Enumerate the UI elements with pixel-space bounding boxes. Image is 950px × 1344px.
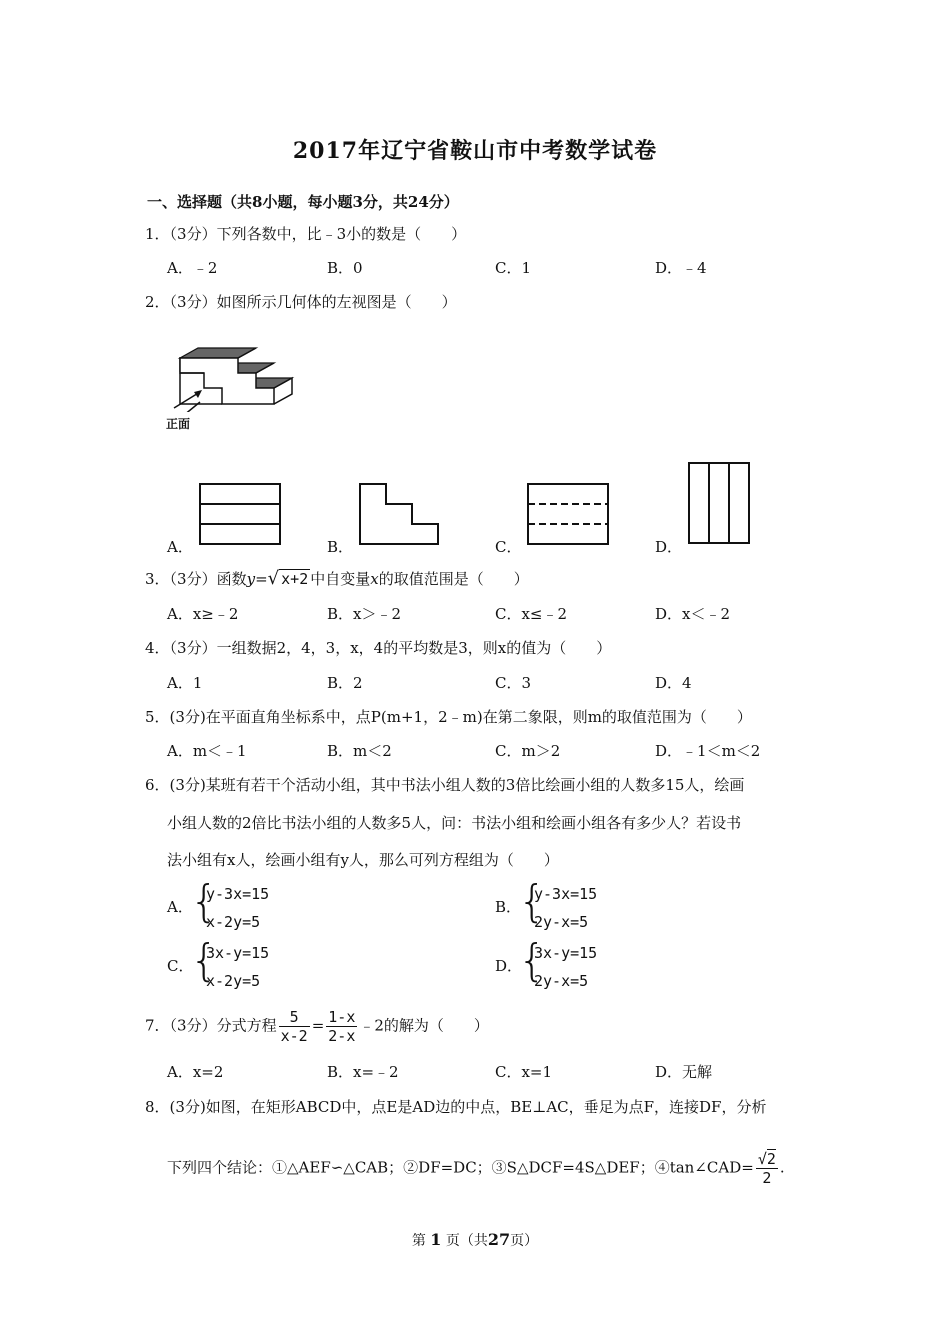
q6-d-eq2: 2y-x=5 bbox=[534, 972, 589, 990]
q8-line2-end: . bbox=[779, 1158, 785, 1177]
q6-option-b-label: B． bbox=[495, 898, 522, 916]
q6-option-a-system bbox=[206, 880, 269, 936]
q7-fraction-1 bbox=[279, 1008, 310, 1045]
q1-stem: 1．（3分）下列各数中，比﹣3小的数是（ ） bbox=[145, 225, 467, 243]
q1-option-d: D．﹣4 bbox=[655, 259, 707, 277]
q8-line2 bbox=[167, 1150, 785, 1187]
option-a-figure bbox=[198, 482, 282, 546]
brace-icon: { bbox=[518, 935, 546, 986]
q8-line1: 8．(3分)如图，在矩形ABCD中，点E是AD边的中点，BE⊥AC，垂足为点F，连接DF，分析 bbox=[145, 1098, 767, 1116]
q3-eq: = bbox=[255, 570, 268, 588]
q7-option-a: A．x=2 bbox=[167, 1063, 224, 1081]
q4-option-d: D．4 bbox=[655, 674, 692, 692]
q5-option-d: D．﹣1＜m＜2 bbox=[655, 742, 761, 760]
q7-option-b: B．x=﹣2 bbox=[327, 1063, 399, 1081]
q6-line2: 小组人数的2倍比书法小组的人数多5人，问：书法小组和绘画小组各有多少人？若设书 bbox=[167, 814, 742, 832]
option-d-figure bbox=[687, 461, 751, 545]
q1-option-a: A．﹣2 bbox=[167, 259, 218, 277]
q5-stem: 5．(3分)在平面直角坐标系中，点P(m+1，2﹣m)在第二象限，则m的取值范围为（ ） bbox=[145, 708, 752, 726]
q5-option-b: B．m＜2 bbox=[327, 742, 392, 760]
footer-post: 页） bbox=[510, 1233, 539, 1249]
q6-option-a-label: A． bbox=[167, 898, 193, 916]
q2-option-a: A． bbox=[167, 538, 193, 556]
page-footer bbox=[0, 1230, 950, 1250]
q1-option-c: C．1 bbox=[495, 259, 532, 277]
q3-option-a: A．x≥﹣2 bbox=[167, 605, 239, 623]
q1-option-b: B．0 bbox=[327, 259, 363, 277]
q4-option-b: B．2 bbox=[327, 674, 363, 692]
q3-stem-end: 的取值范围是（ ） bbox=[378, 570, 529, 588]
q3-option-b: B．x＞﹣2 bbox=[327, 605, 402, 623]
q3-stem: 3．（3分）函数y=√ x+2 中自变量x的取值范围是（ ） bbox=[145, 568, 529, 589]
q7-stem-pre: 7．（3分）分式方程 bbox=[145, 1016, 277, 1035]
q6-b-eq1: y-3x=15 bbox=[534, 885, 598, 903]
front-arrow-icon bbox=[170, 390, 210, 414]
q6-option-d-system bbox=[534, 939, 597, 995]
q6-c-eq1: 3x-y=15 bbox=[206, 944, 270, 962]
page-title: 2017年辽宁省鞍山市中考数学试卷 bbox=[292, 138, 658, 164]
q8-den: 2 bbox=[762, 1169, 772, 1187]
q7-frac2-den: 2-x bbox=[328, 1027, 356, 1045]
q6-option-c-label: C． bbox=[167, 957, 194, 975]
q6-option-d-label: D． bbox=[495, 957, 523, 975]
q6-line1: 6．(3分)某班有若干个活动小组，其中书法小组人数的3倍比绘画小组的人数多15人，绘画 bbox=[145, 776, 745, 794]
q2-option-d: D． bbox=[655, 538, 683, 556]
q8-fraction: $\frac{√2}{2}$ bbox=[757, 1150, 776, 1187]
q8-sqrt-num: 2 bbox=[766, 1150, 776, 1168]
q7-fraction-2 bbox=[326, 1008, 357, 1045]
q6-c-eq2: x-2y=5 bbox=[206, 972, 261, 990]
q8-line2-pre: 下列四个结论：①△AEF∽△CAB；②DF=DC；③S△DCF=4S△DEF；④tan∠CAD= bbox=[167, 1158, 754, 1177]
q7-stem bbox=[145, 1008, 489, 1045]
section-heading: 一、选择题（共8小题，每小题3分，共24分） bbox=[147, 193, 459, 211]
q6-a-eq2: x-2y=5 bbox=[206, 913, 261, 931]
q3-stem-pre: 3．（3分）函数 bbox=[145, 570, 247, 588]
q4-stem: 4．（3分）一组数据2，4，3，x，4的平均数是3，则x的值为（ ） bbox=[145, 639, 612, 657]
q3-option-c: C．x≤﹣2 bbox=[495, 605, 568, 623]
q5-option-a: A．m＜﹣1 bbox=[167, 742, 247, 760]
q2-stem: 2．（3分）如图所示几何体的左视图是（ ） bbox=[145, 293, 457, 311]
brace-icon: { bbox=[518, 876, 546, 927]
q2-option-b: B． bbox=[327, 538, 354, 556]
brace-icon: { bbox=[190, 935, 218, 986]
q7-frac2-num: 1-x bbox=[328, 1008, 356, 1026]
option-c-figure bbox=[526, 482, 610, 546]
footer-pre: 第 bbox=[411, 1233, 426, 1249]
footer-page-number: 1 bbox=[430, 1230, 442, 1249]
footer-mid: 页（共 bbox=[445, 1233, 488, 1249]
q6-a-eq1: y-3x=15 bbox=[206, 885, 270, 903]
q7-frac1-num: 5 bbox=[279, 1008, 310, 1027]
q5-option-c: C．m＞2 bbox=[495, 742, 561, 760]
front-label: 正面 bbox=[166, 417, 191, 431]
q3-stem-post: 中自变量 bbox=[310, 570, 371, 588]
q3-radicand: x+2 bbox=[281, 570, 309, 588]
q4-option-a: A．1 bbox=[167, 674, 203, 692]
q4-option-c: C．3 bbox=[495, 674, 532, 692]
q6-option-c-system bbox=[206, 939, 269, 995]
brace-icon: { bbox=[190, 876, 218, 927]
q7-eq: = bbox=[311, 1016, 325, 1035]
footer-total-pages: 27 bbox=[487, 1230, 511, 1249]
q6-option-b-system bbox=[534, 880, 597, 936]
q6-d-eq1: 3x-y=15 bbox=[534, 944, 598, 962]
q3-var-y: y bbox=[246, 570, 256, 588]
q7-stem-post: ﹣2的解为（ ） bbox=[359, 1016, 489, 1035]
q7-option-d: D．无解 bbox=[655, 1063, 713, 1081]
option-b-figure bbox=[358, 482, 442, 546]
q2-option-c: C． bbox=[495, 538, 522, 556]
q3-option-d: D．x＜﹣2 bbox=[655, 605, 731, 623]
q7-frac1-den: x-2 bbox=[280, 1027, 308, 1045]
q6-line3: 法小组有x人，绘画小组有y人，那么可列方程组为（ ） bbox=[167, 851, 559, 869]
q6-b-eq2: 2y-x=5 bbox=[534, 913, 589, 931]
q7-option-c: C．x=1 bbox=[495, 1063, 553, 1081]
q3-var-x: x bbox=[370, 570, 379, 588]
